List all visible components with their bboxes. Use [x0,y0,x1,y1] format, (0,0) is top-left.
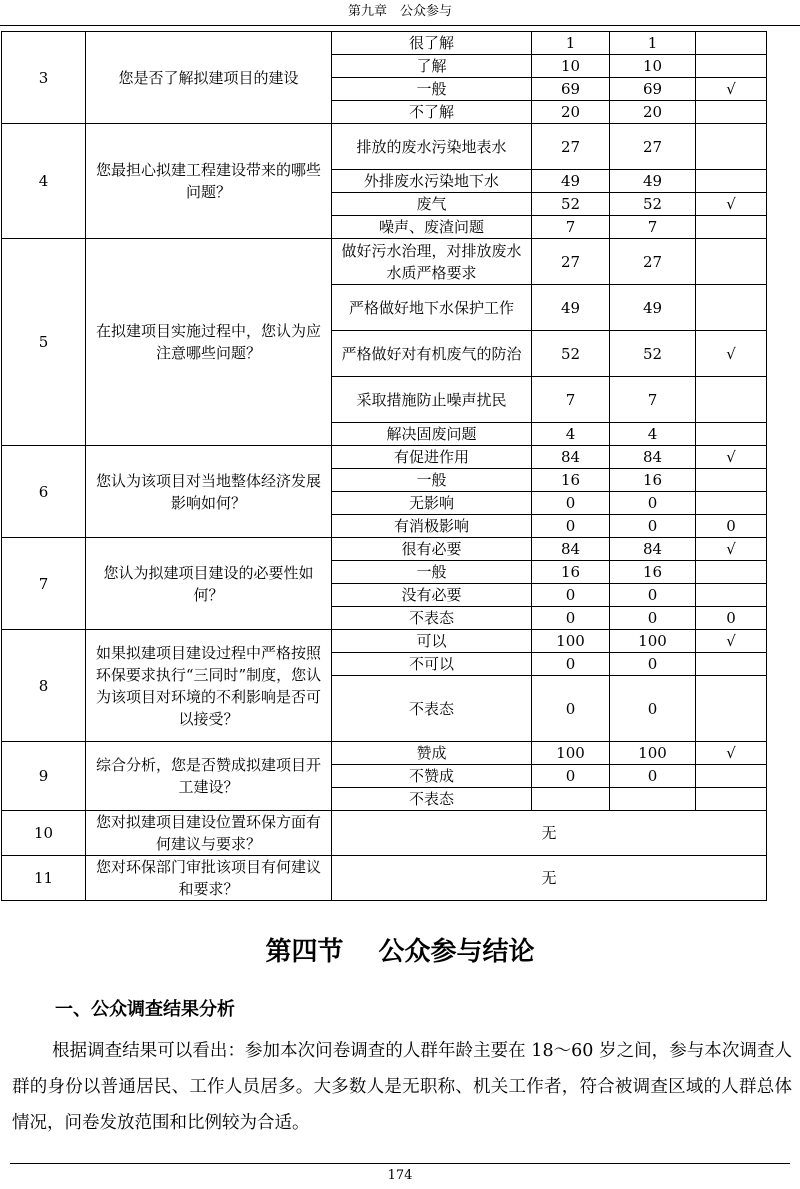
option-count-b: 0 [610,653,696,676]
question-text: 您对环保部门审批该项目有何建议和要求？ [86,856,332,901]
option-count-b: 84 [610,446,696,469]
option-count-a: 52 [532,331,610,377]
table-row [2,811,767,856]
option-mark [696,584,767,607]
table-row [2,630,767,653]
option-label: 不赞成 [332,765,532,788]
option-mark [696,377,767,423]
question-number: 8 [2,630,86,742]
option-count-a: 16 [532,561,610,584]
option-label: 不表态 [332,788,532,811]
option-count-b: 0 [610,765,696,788]
option-mark [696,676,767,742]
option-label: 噪声、废渣问题 [332,216,532,239]
option-mark [696,561,767,584]
option-label: 可以 [332,630,532,653]
question-number: 11 [2,856,86,901]
option-count-a: 1 [532,32,610,55]
option-count-b: 7 [610,377,696,423]
table-row [2,239,767,285]
option-label: 不可以 [332,653,532,676]
option-mark: √ [696,446,767,469]
option-mark [696,32,767,55]
option-mark [696,239,767,285]
table-row [2,124,767,170]
option-count-b: 10 [610,55,696,78]
question-number: 9 [2,742,86,811]
option-count-a: 0 [532,515,610,538]
option-count-b: 49 [610,285,696,331]
option-count-b: 4 [610,423,696,446]
option-mark [696,101,767,124]
option-count-b: 69 [610,78,696,101]
option-count-b: 7 [610,216,696,239]
question-number: 10 [2,811,86,856]
option-count-b: 27 [610,239,696,285]
option-label: 解决固废问题 [332,423,532,446]
option-mark [696,170,767,193]
option-mark: √ [696,538,767,561]
option-count-b: 27 [610,124,696,170]
option-mark [696,765,767,788]
question-text: 如果拟建项目建设过程中严格按照环保要求执行“三同时”制度，您认为该项目对环境的不利影响是否可以接受？ [86,630,332,742]
option-count-a: 7 [532,216,610,239]
option-count-a: 10 [532,55,610,78]
question-text: 综合分析，您是否赞成拟建项目开工建设？ [86,742,332,811]
table-row [2,538,767,561]
option-count-a: 27 [532,124,610,170]
footer-rule [10,1163,790,1164]
option-count-a: 49 [532,285,610,331]
question-text: 您认为该项目对当地整体经济发展影响如何？ [86,446,332,538]
option-count-b [610,788,696,811]
option-label: 有促进作用 [332,446,532,469]
option-label: 严格做好地下水保护工作 [332,285,532,331]
option-label: 无影响 [332,492,532,515]
option-label: 没有必要 [332,584,532,607]
header-rule [0,25,800,26]
table-row [2,856,767,901]
option-label: 有消极影响 [332,515,532,538]
answer-text: 无 [332,811,767,856]
option-count-b: 16 [610,561,696,584]
analysis-paragraph: 根据调查结果可以看出：参加本次问卷调查的人群年龄主要在 18～60 岁之间，参与本次调查人群的身份以普通居民、工作人员居多。大多数人是无职称、机关工作者，符合被调查区域的人群总体情况，问卷发放范围和比例较为合适。 [12,1041,792,1133]
survey-table-body [2,32,767,901]
option-count-b: 49 [610,170,696,193]
option-label: 一般 [332,78,532,101]
option-mark: √ [696,78,767,101]
option-mark [696,788,767,811]
option-mark [696,285,767,331]
subsection-title: 一、公众调查结果分析 [55,999,235,1020]
option-count-a: 84 [532,446,610,469]
question-number: 7 [2,538,86,630]
option-count-b: 16 [610,469,696,492]
option-count-a: 100 [532,630,610,653]
option-count-b: 100 [610,630,696,653]
option-label: 不表态 [332,607,532,630]
option-count-a: 27 [532,239,610,285]
option-count-b: 100 [610,742,696,765]
option-label: 赞成 [332,742,532,765]
option-count-b: 0 [610,584,696,607]
section-title: 第四节 公众参与结论 [265,937,535,967]
option-count-a [532,788,610,811]
option-count-b: 20 [610,101,696,124]
option-label: 废气 [332,193,532,216]
option-mark [696,124,767,170]
question-number: 5 [2,239,86,446]
option-count-a: 49 [532,170,610,193]
option-mark [696,423,767,446]
option-count-a: 69 [532,78,610,101]
option-label: 不了解 [332,101,532,124]
option-count-a: 0 [532,584,610,607]
survey-table [1,31,767,901]
option-mark: 0 [696,515,767,538]
option-mark [696,216,767,239]
option-mark: 0 [696,607,767,630]
option-count-a: 0 [532,676,610,742]
option-label: 一般 [332,469,532,492]
option-label: 排放的废水污染地表水 [332,124,532,170]
option-count-b: 52 [610,193,696,216]
option-mark: √ [696,742,767,765]
table-row [2,446,767,469]
option-label: 外排废水污染地下水 [332,170,532,193]
option-label: 很了解 [332,32,532,55]
option-count-b: 0 [610,515,696,538]
option-count-a: 4 [532,423,610,446]
question-number: 4 [2,124,86,239]
option-label: 不表态 [332,676,532,742]
question-text: 您认为拟建项目建设的必要性如何？ [86,538,332,630]
option-count-a: 0 [532,765,610,788]
option-label: 了解 [332,55,532,78]
option-mark: √ [696,630,767,653]
table-row [2,32,767,55]
option-count-a: 0 [532,607,610,630]
option-count-a: 100 [532,742,610,765]
option-count-a: 84 [532,538,610,561]
option-count-a: 20 [532,101,610,124]
page-header: 第九章 公众参与 [347,4,452,19]
option-count-b: 1 [610,32,696,55]
option-label: 一般 [332,561,532,584]
question-number: 3 [2,32,86,124]
option-mark: √ [696,193,767,216]
question-text: 在拟建项目实施过程中，您认为应注意哪些问题？ [86,239,332,446]
option-count-b: 84 [610,538,696,561]
question-text: 您是否了解拟建项目的建设 [86,32,332,124]
option-mark [696,492,767,515]
option-label: 严格做好对有机废气的防治 [332,331,532,377]
option-mark: √ [696,331,767,377]
option-count-b: 0 [610,607,696,630]
option-label: 采取措施防止噪声扰民 [332,377,532,423]
option-count-b: 0 [610,676,696,742]
question-number: 6 [2,446,86,538]
option-mark [696,653,767,676]
option-label: 很有必要 [332,538,532,561]
question-text: 您最担心拟建工程建设带来的哪些问题？ [86,124,332,239]
option-count-b: 52 [610,331,696,377]
answer-text: 无 [332,856,767,901]
option-mark [696,469,767,492]
option-label: 做好污水治理，对排放废水水质严格要求 [332,239,532,285]
page-number: 174 [387,1168,413,1183]
option-count-a: 7 [532,377,610,423]
question-text: 您对拟建项目建设位置环保方面有何建议与要求？ [86,811,332,856]
option-count-b: 0 [610,492,696,515]
option-count-a: 52 [532,193,610,216]
option-count-a: 0 [532,653,610,676]
option-count-a: 16 [532,469,610,492]
table-row [2,742,767,765]
option-mark [696,55,767,78]
option-count-a: 0 [532,492,610,515]
